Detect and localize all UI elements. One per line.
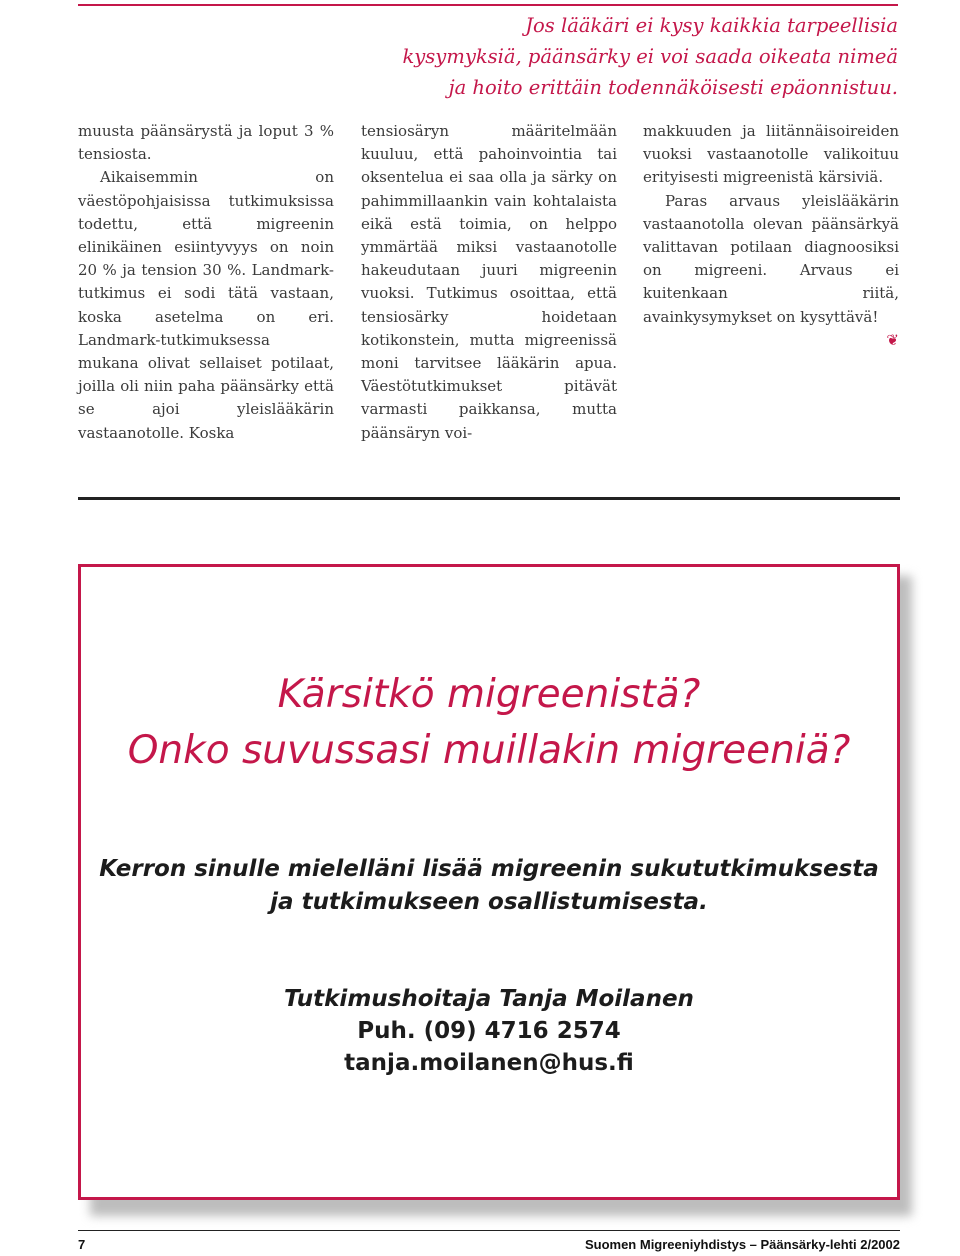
paragraph	[643, 190, 899, 349]
paragraph: muusta päänsärystä ja loput 3 % tensiosta.	[78, 122, 334, 164]
ad-subtext	[81, 853, 897, 919]
contact-name: Tutkimushoitaja Tanja Moilanen	[284, 986, 694, 1012]
article-column-3	[643, 120, 899, 352]
pull-quote-line: kysymyksiä, päänsärky ei voi saada oikeata nimeä	[402, 45, 898, 68]
section-divider	[78, 497, 900, 500]
paragraph: makkuuden ja liitännäisoireiden vuoksi vastaanotolle valikoituu erityisesti migreenistä kärsiviä.	[643, 122, 899, 187]
article-column-2	[361, 120, 617, 445]
ad-contact	[81, 983, 897, 1079]
ad-subtext-line: Kerron sinulle mielelläni lisää migreenin sukututkimuksesta	[99, 856, 879, 882]
paragraph-text: Paras arvaus yleislääkärin vastaanotolla olevan päänsärkyä valittavan potilaan diagnoosiksi on migreeni. Arvaus ei kuitenkaan riitä, avainkysymykset on kysyttävä!	[643, 191, 899, 326]
footer-rule	[78, 1230, 900, 1231]
pull-quote	[378, 10, 898, 103]
contact-phone: Puh. (09) 4716 2574	[357, 1018, 621, 1044]
article-column-1	[78, 120, 334, 445]
end-mark-icon: ❦	[886, 330, 899, 349]
pull-quote-line: ja hoito erittäin todennäköisesti epäonnistuu.	[448, 76, 898, 99]
paragraph: Aikaisemmin on väestöpohjaisissa tutkimuksissa todettu, että migreenin elinikäinen esiintyvyys on noin 20 % ja tension 30 %. Landmark-tutkimus ei sodi tätä vastaan, koska asetelma on eri. Landmark-tutkimuksessa mukana olivat sellaiset potilaat, joilla oli niin paha päänsärky että se ajoi yleislääkärin vastaanotolle. Koska	[78, 168, 334, 442]
top-rule	[78, 4, 898, 6]
ad-headline-line: Onko suvussasi muillakin migreeniä?	[127, 728, 851, 773]
ad-headline	[81, 667, 897, 779]
ad-subtext-line: ja tutkimukseen osallistumisesta.	[270, 889, 708, 915]
publication-name: Suomen Migreeniyhdistys – Päänsärky-lehti 2/2002	[584, 1237, 900, 1252]
advertisement-box	[78, 564, 900, 1200]
pull-quote-line: Jos lääkäri ei kysy kaikkia tarpeellisia	[525, 14, 898, 37]
ad-headline-line: Kärsitkö migreenistä?	[277, 672, 701, 717]
contact-email[interactable]: tanja.moilanen@hus.fi	[344, 1050, 634, 1076]
paragraph: tensiosäryn määritelmään kuuluu, että pahoinvointia tai oksentelua ei saa olla ja särky on pahimmillaankin vain kohtalaista eikä estä toimia, on helppo ymmärtää miksi vastaanotolle hakeudutaan juuri migreenin vuoksi. Tutkimus osoittaa, että tensiosärky hoidetaan kotikonstein, mutta migreenissä moni tarvitsee lääkärin apua. Väestötutkimukset pitävät varmasti paikkansa, mutta päänsäryn voi-	[361, 122, 617, 442]
page-number: 7	[78, 1237, 86, 1252]
